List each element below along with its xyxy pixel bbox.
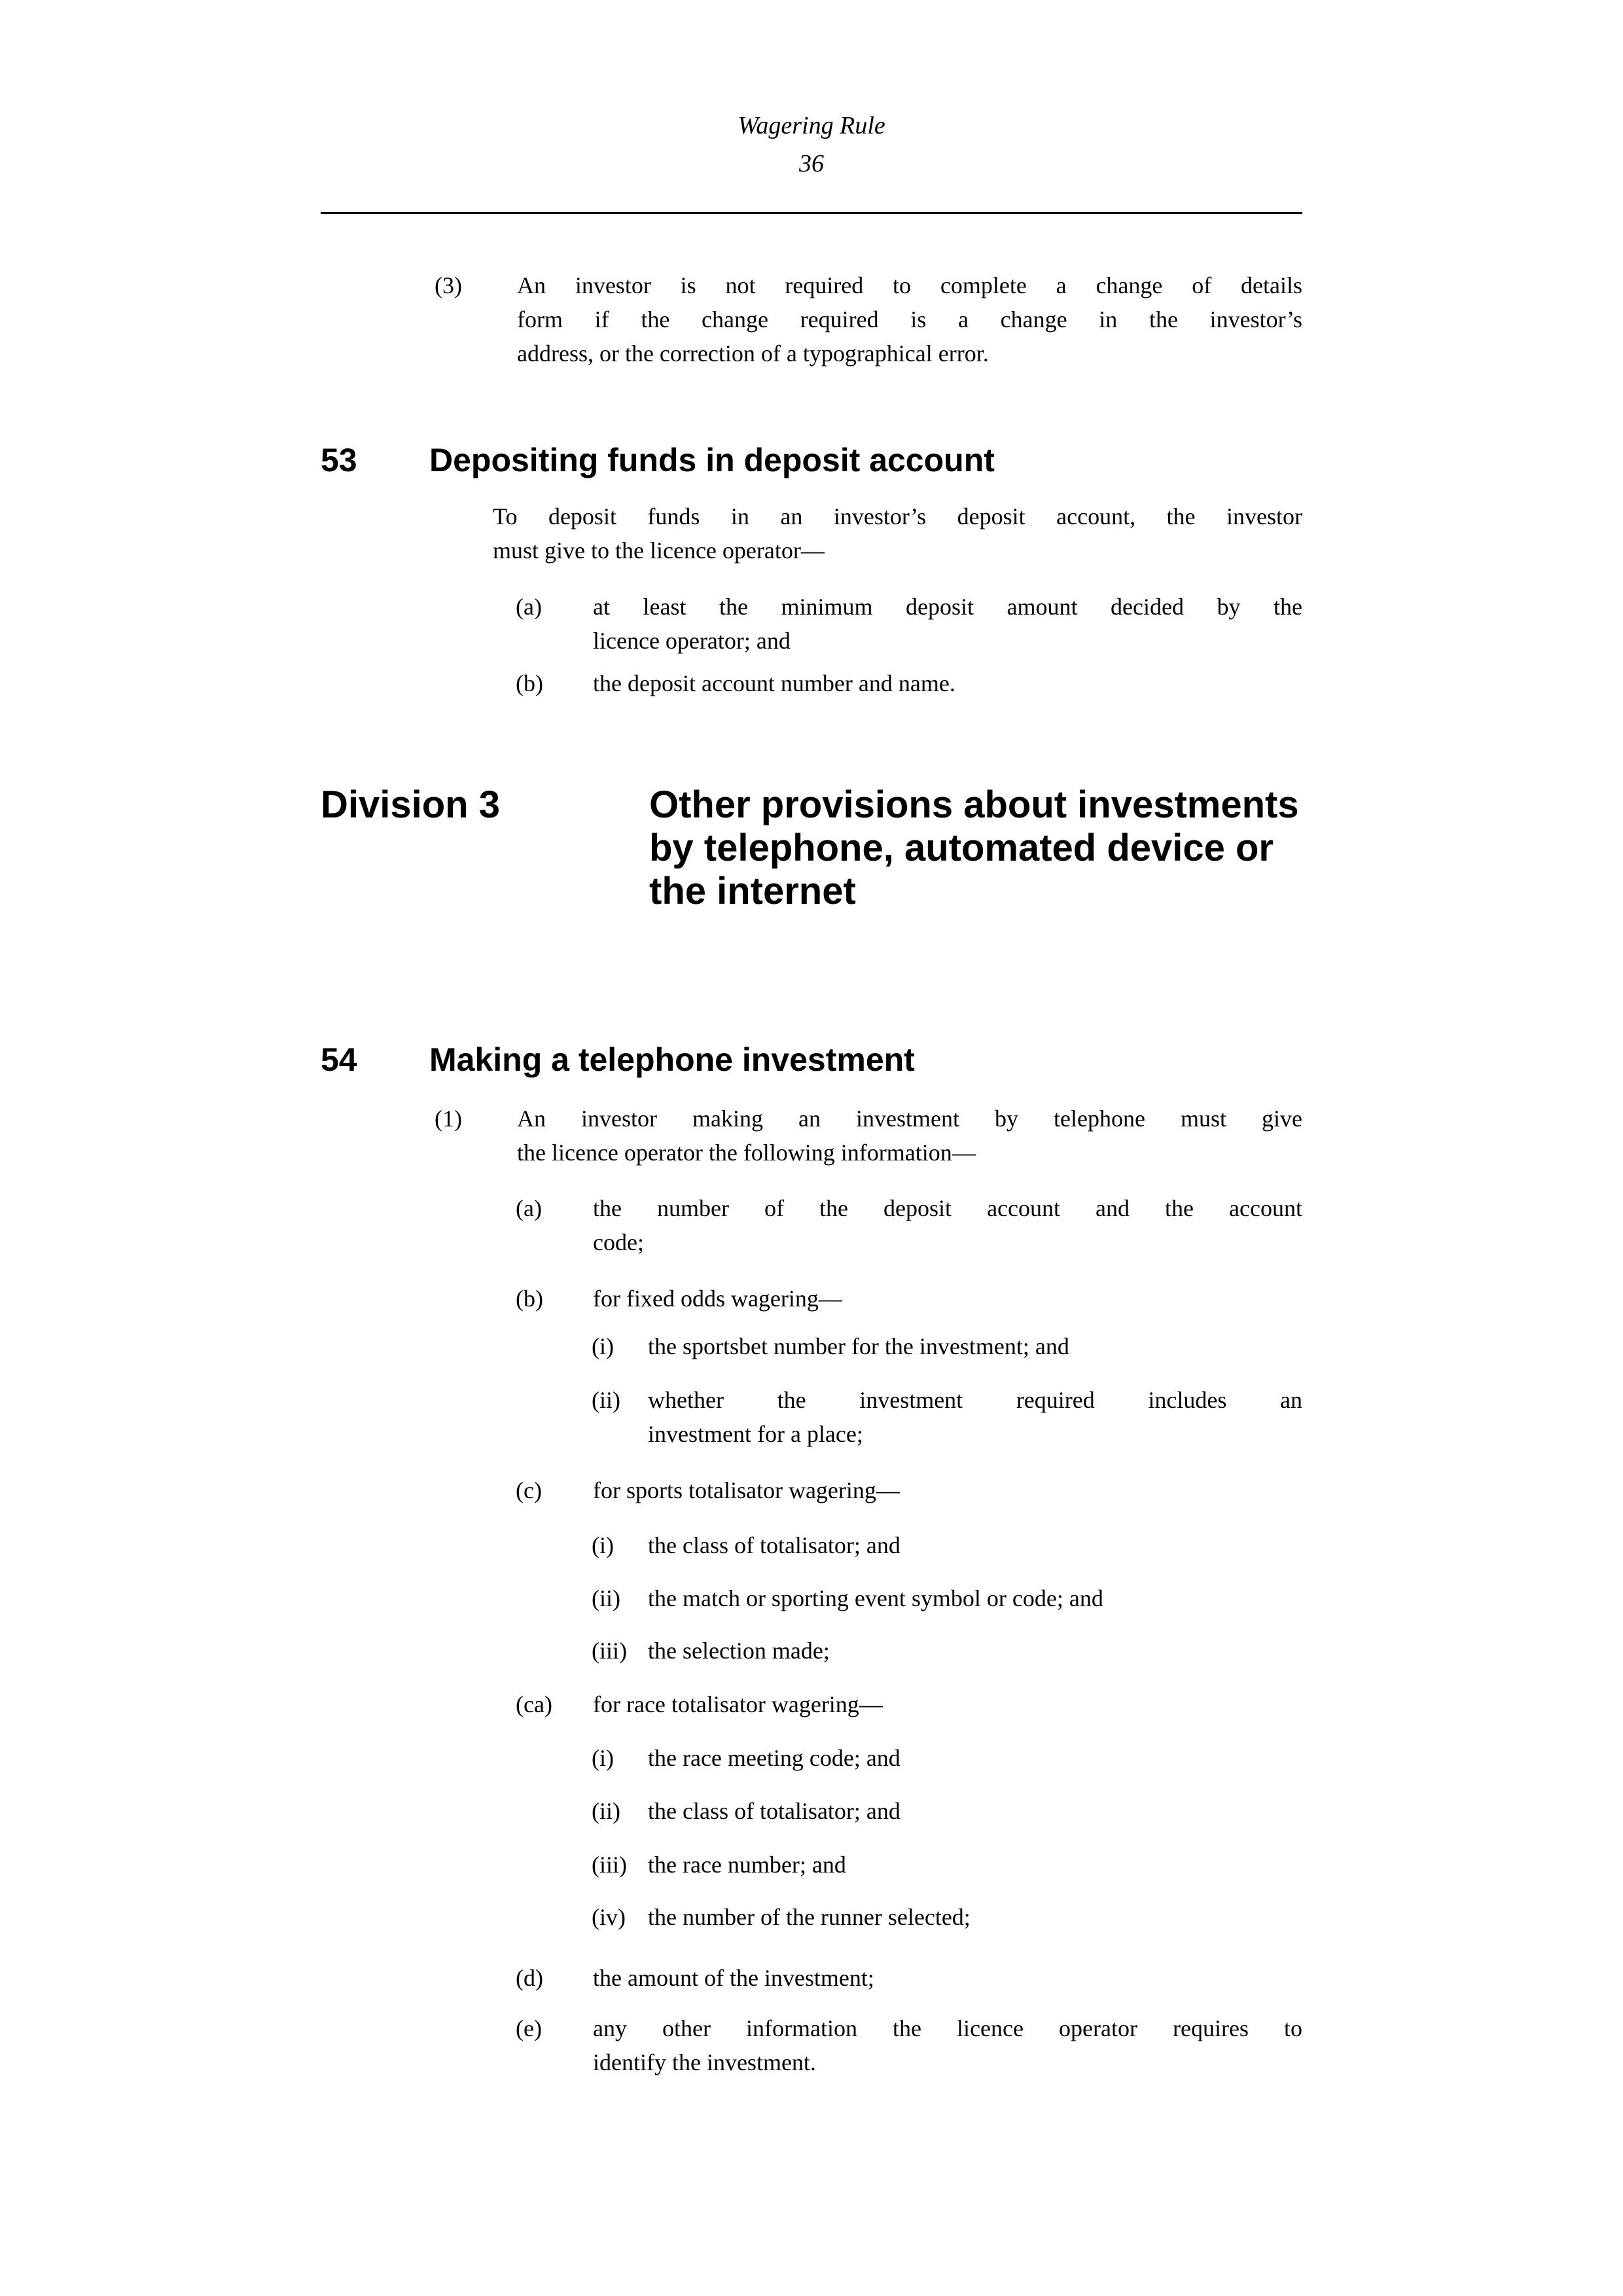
document-title: Wagering Rule <box>738 112 885 139</box>
text-line: for fixed odds wagering— <box>593 1285 842 1312</box>
text-line: the number of the runner selected; <box>648 1904 971 1930</box>
clause-3-marker: (3) <box>435 272 462 298</box>
clause-53-b <box>321 666 1302 700</box>
clause-53-a-marker: (a) <box>516 594 542 620</box>
clause-54-1-b-i-marker: (i) <box>592 1333 614 1359</box>
section-53-intro <box>321 499 1302 567</box>
clause-54-1-a <box>321 1191 1302 1259</box>
text-line: An investor making an investment by telephone must give <box>517 1105 1302 1132</box>
clause-54-1-e-marker: (e) <box>516 2015 542 2041</box>
clause-54-1-b-ii-marker: (ii) <box>592 1387 620 1413</box>
clause-54-1-e <box>321 2011 1302 2079</box>
text-line: the amount of the investment; <box>593 1965 874 1991</box>
clause-54-1-c-ii-marker: (ii) <box>592 1585 620 1611</box>
section-53-number: 53 <box>321 442 357 478</box>
section-54-number: 54 <box>321 1041 357 1078</box>
text-line: the sportsbet number for the investment; and <box>648 1333 1069 1359</box>
text-line: An investor is not required to complete a change of details <box>517 272 1302 298</box>
text-line: the deposit account number and name. <box>593 670 955 696</box>
text-line: the race number; and <box>648 1852 846 1878</box>
clause-54-1-c-i <box>321 1528 1302 1562</box>
clause-54-1-b-ii <box>321 1383 1302 1451</box>
clause-54-1-ca-iii-marker: (iii) <box>592 1852 627 1878</box>
section-53-heading <box>321 440 1302 480</box>
clause-54-1-d-marker: (d) <box>516 1965 543 1991</box>
clause-54-1-ca-marker: (ca) <box>516 1691 552 1717</box>
text-line: for race totalisator wagering— <box>593 1691 883 1717</box>
clause-54-1-b-i <box>321 1329 1302 1363</box>
text-line: for sports totalisator wagering— <box>593 1477 900 1503</box>
text-line: Other provisions about investments <box>649 783 1299 826</box>
text-line: To deposit funds in an investor’s deposit account, the investor <box>493 503 1302 529</box>
clause-54-1-ca-iv-marker: (iv) <box>592 1904 626 1930</box>
text-line: by telephone, automated device or <box>649 827 1274 869</box>
text-line: the race meeting code; and <box>648 1745 901 1771</box>
clause-54-1-ca-i <box>321 1741 1302 1775</box>
clause-54-1-ca-ii <box>321 1794 1302 1828</box>
clause-54-1-d <box>321 1961 1302 1995</box>
clause-54-1-c-marker: (c) <box>516 1477 542 1503</box>
clause-54-1-c-iii-marker: (iii) <box>592 1638 627 1664</box>
clause-54-1-a-marker: (a) <box>516 1195 542 1221</box>
text-line: the number of the deposit account and the account <box>593 1195 1302 1221</box>
section-54-title: Making a telephone investment <box>429 1041 915 1078</box>
clause-54-1-b-marker: (b) <box>516 1285 543 1312</box>
text-line: licence operator; and <box>593 628 791 654</box>
clause-54-1-c-i-marker: (i) <box>592 1532 614 1558</box>
text-line: whether the investment required includes an <box>648 1387 1302 1413</box>
text-line: the internet <box>649 870 856 912</box>
clause-3 <box>321 268 1302 370</box>
clause-54-1-ca-iv <box>321 1900 1302 1934</box>
division-3-label: Division 3 <box>321 783 500 826</box>
clause-54-1-ca <box>321 1687 1302 1721</box>
text-line: form if the change required is a change in the investor’s <box>517 306 1302 332</box>
clause-54-1-c-iii <box>321 1634 1302 1668</box>
text-line: investment for a place; <box>648 1421 863 1447</box>
text-line: the selection made; <box>648 1638 830 1664</box>
text-line: the match or sporting event symbol or code; and <box>648 1585 1103 1611</box>
clause-54-1-c <box>321 1473 1302 1507</box>
division-3-heading <box>321 783 1302 913</box>
clause-54-1 <box>321 1102 1302 1170</box>
clause-53-b-marker: (b) <box>516 670 543 696</box>
text-line: the class of totalisator; and <box>648 1798 901 1824</box>
page-number: 36 <box>799 150 824 177</box>
clause-54-1-b <box>321 1282 1302 1316</box>
text-line: must give to the licence operator— <box>493 537 825 564</box>
section-53-title: Depositing funds in deposit account <box>429 442 995 478</box>
text-line: at least the minimum deposit amount decided by the <box>593 594 1302 620</box>
clause-54-1-ca-iii <box>321 1848 1302 1882</box>
text-line: any other information the licence operator requires to <box>593 2015 1302 2041</box>
text-line: the class of totalisator; and <box>648 1532 901 1558</box>
text-line: address, or the correction of a typographical error. <box>517 340 989 367</box>
clause-53-a <box>321 590 1302 658</box>
header-rule <box>321 212 1302 214</box>
clause-54-1-ca-i-marker: (i) <box>592 1745 614 1771</box>
clause-54-1-c-ii <box>321 1581 1302 1615</box>
text-line: the licence operator the following information— <box>517 1139 976 1166</box>
text-line: identify the investment. <box>593 2049 816 2075</box>
clause-54-1-marker: (1) <box>435 1105 462 1132</box>
text-line: code; <box>593 1229 644 1255</box>
clause-54-1-ca-ii-marker: (ii) <box>592 1798 620 1824</box>
section-54-heading <box>321 1040 1302 1079</box>
